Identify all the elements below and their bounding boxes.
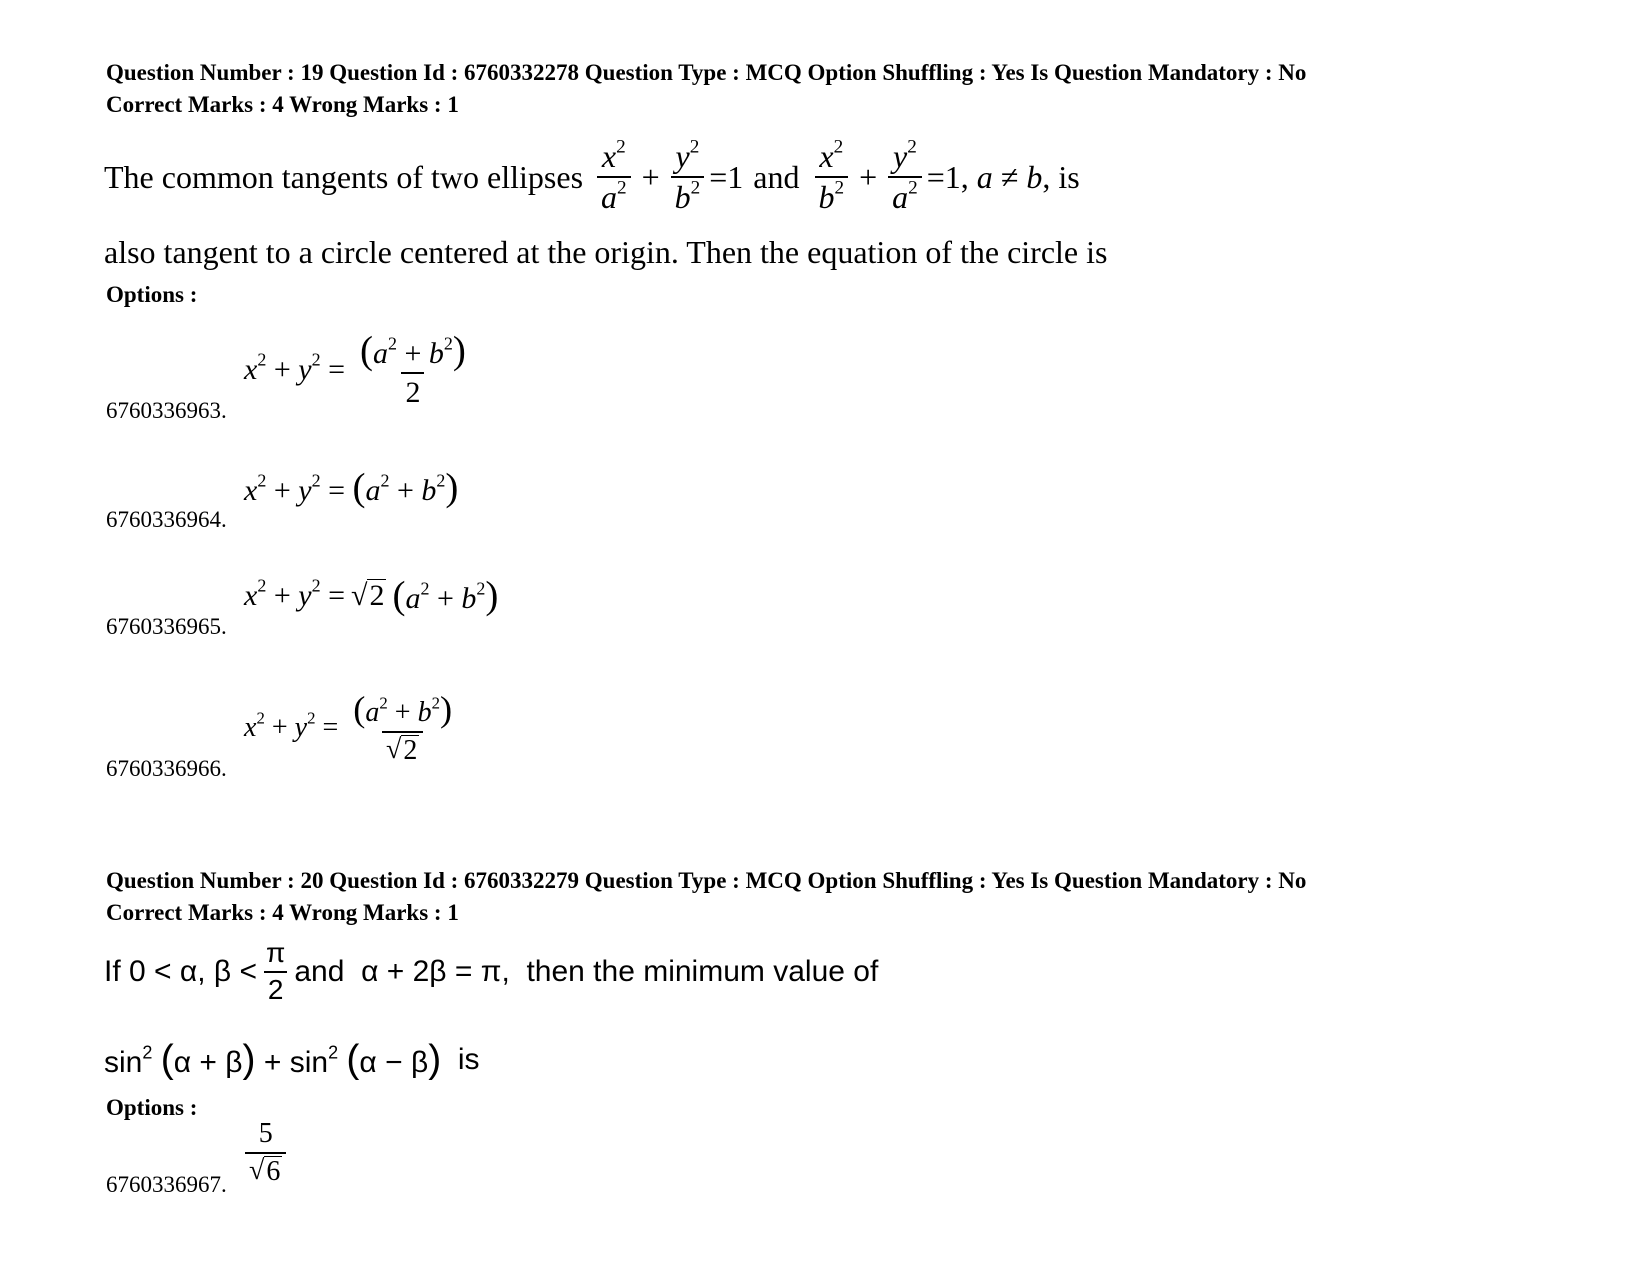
q20-stem-if: If	[104, 955, 121, 988]
q19-option-a-math: $x^2 + y^2$ = $\frac{(a^2 + b^2)}{2}$	[244, 329, 466, 409]
q19-stem-and: and	[753, 158, 800, 195]
q19-frac-y2-b2: $\frac{y^2}{b^2}$	[671, 139, 705, 215]
q20-stem-line2: $\sin^2 (\alpha + \beta) + \sin^2 (\alpha - \beta)$ is	[104, 1038, 480, 1081]
q20-option-a-math: 5 √ 6	[240, 1108, 291, 1198]
q19-stem-line2: also tangent to a circle centered at the origin. Then the equation of the circle is	[104, 234, 1108, 270]
q19-stem-is: is	[1058, 158, 1080, 195]
q19-meta-line2: Correct Marks : 4 Wrong Marks : 1	[106, 92, 459, 117]
q19-meta-line1: Question Number : 19 Question Id : 6760332278 Question Type : MCQ Option Shuffling : Yes Is Question Mandatory : No	[106, 60, 1307, 85]
q19-option-c-id: 6760336965.	[106, 614, 227, 639]
q20-stem-is: is	[457, 1043, 480, 1076]
q19-option-b-math: $x^2 + y^2 = (a^2 + b^2)$	[244, 466, 459, 509]
q20-stem-then: then the minimum value of	[526, 955, 879, 988]
q19-option-d-math: $x^2 + y^2$ = $(a^2 + b^2)$ √ 2	[244, 688, 453, 766]
q19-option-d-id: 6760336966.	[106, 756, 227, 781]
q19-option-b-id: 6760336964.	[106, 507, 227, 532]
q19-options-label: Options :	[106, 282, 198, 307]
q19-option-c-math: $x^2 + y^2$ = √ 2 $(a^2 + b^2)$	[244, 574, 499, 617]
q20-options-label: Options :	[106, 1095, 198, 1120]
q20-stem-line1: If 0 < α, β < $\frac{\pi}{2}$ and α + 2β = π, then the minimum value of	[104, 937, 879, 1005]
q19-frac-y2-a2: $\frac{y^2}{a^2}$	[888, 139, 922, 215]
q20-meta-line1: Question Number : 20 Question Id : 6760332279 Question Type : MCQ Option Shuffling : Yes Is Question Mandatory : No	[106, 868, 1307, 893]
q20-stem-and: and	[294, 955, 345, 988]
q20-meta-line2: Correct Marks : 4 Wrong Marks : 1	[106, 900, 459, 925]
q19-stem-text: The common tangents of two ellipses	[104, 158, 584, 195]
q19-option-a-id: 6760336963.	[106, 398, 227, 423]
q19-stem-line1: The common tangents of two ellipses $\frac{x^2}{a^2}$ + $\frac{y^2}{b^2}$ =1 and $\frac{x^2}{b^2}$ + $\frac{y^2}{a^2}$ =1, a ≠ b, is	[104, 136, 1080, 215]
q20-option-a-id: 6760336967.	[106, 1172, 227, 1197]
q19-frac-x2-b2: $\frac{x^2}{b^2}$	[815, 139, 849, 215]
q19-frac-x2-a2: $\frac{x^2}{a^2}$	[597, 139, 631, 215]
